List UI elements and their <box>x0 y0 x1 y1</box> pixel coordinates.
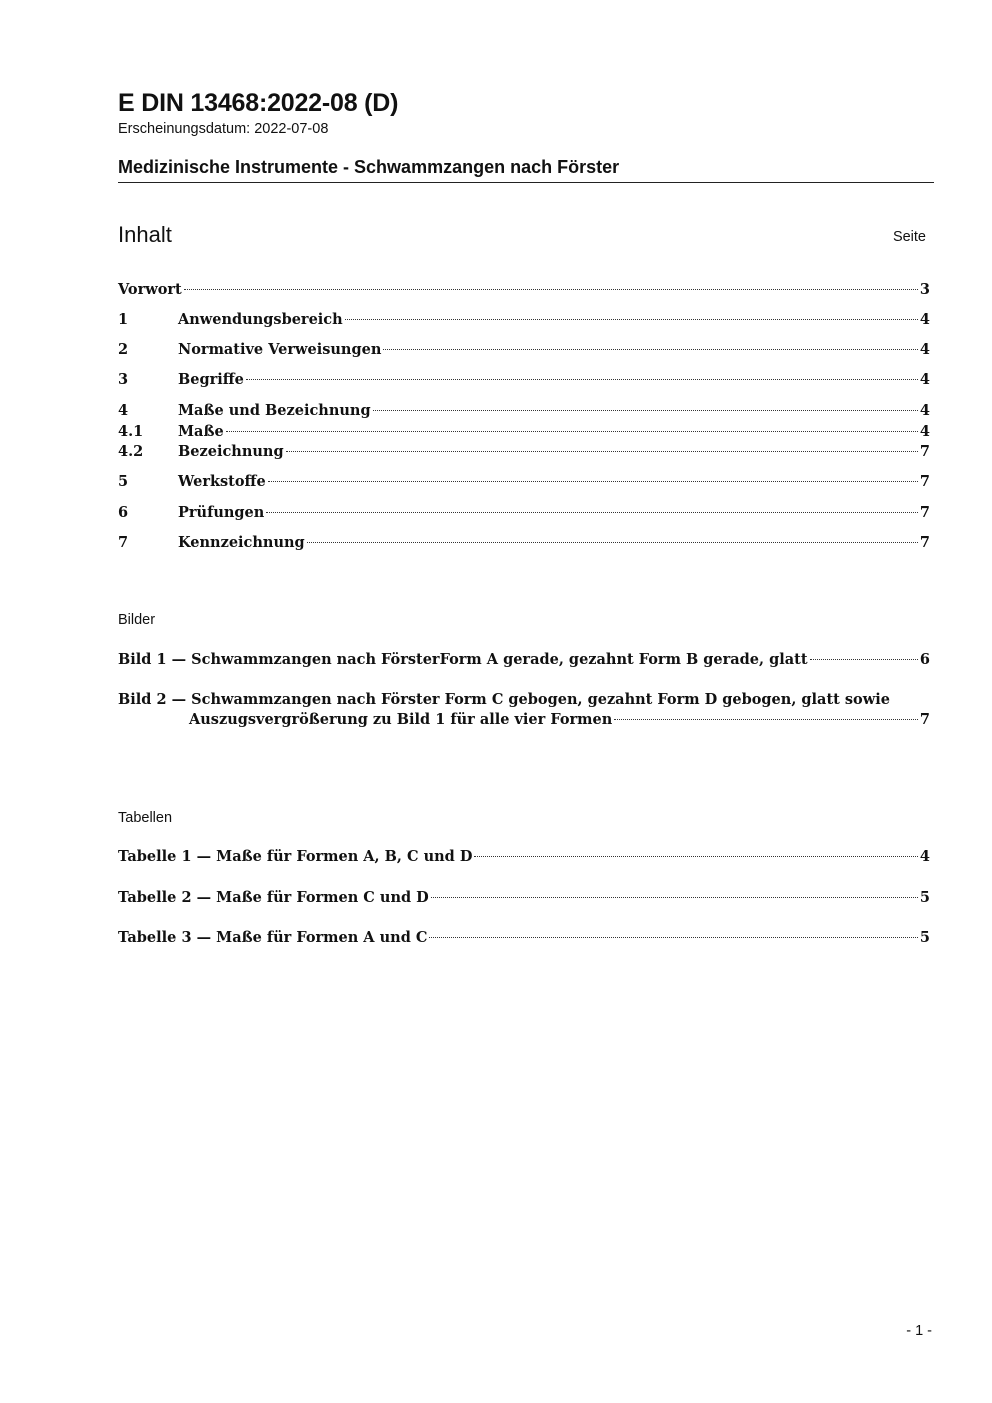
table-entry-tabelle-3[interactable] <box>118 928 930 948</box>
dot-leader <box>307 541 918 543</box>
toc-heading: Inhalt <box>118 222 172 247</box>
table-entry-text: Tabelle 3 — Maße für Formen A und C <box>118 929 428 946</box>
dot-leader <box>268 480 918 482</box>
toc-entry-page: 7 <box>919 504 930 521</box>
dot-leader <box>474 855 917 857</box>
tables-section-label: Tabellen <box>118 810 173 826</box>
dot-leader <box>373 409 918 411</box>
toc-entry-number: 5 <box>118 473 129 490</box>
toc-entry-number: 1 <box>118 311 129 328</box>
toc-entry-page: 4 <box>919 423 930 440</box>
toc-entry-text: Maße <box>178 423 224 440</box>
toc-entry-page: 7 <box>919 443 930 460</box>
toc-entry-masse[interactable] <box>118 422 930 442</box>
dot-leader <box>614 718 918 720</box>
document-title: Medizinische Instrumente - Schwammzangen nach Förster <box>118 157 620 177</box>
toc-entry-page: 4 <box>919 371 930 388</box>
toc-entry-text: Anwendungsbereich <box>178 311 343 328</box>
toc-entry-text: Prüfungen <box>178 504 265 521</box>
dot-leader <box>810 658 918 660</box>
toc-entry-page: 4 <box>919 311 930 328</box>
table-entry-page: 4 <box>919 848 930 865</box>
toc-entry-text: Vorwort <box>118 281 182 298</box>
toc-entry-text: Maße und Bezeichnung <box>178 402 371 419</box>
toc-entry-number: 4 <box>118 402 129 419</box>
figure-entry-bild-2[interactable] <box>118 690 930 730</box>
dot-leader <box>246 378 918 380</box>
dot-leader <box>226 430 918 432</box>
figure-entry-page: 6 <box>919 651 930 668</box>
toc-entry-bezeichnung[interactable] <box>118 442 930 462</box>
toc-entry-number: 3 <box>118 371 129 388</box>
table-entry-text: Tabelle 2 — Maße für Formen C und D <box>118 889 429 906</box>
toc-entry-werkstoffe[interactable] <box>118 472 930 492</box>
table-entry-tabelle-2[interactable] <box>118 888 930 908</box>
page-column-label: Seite <box>892 229 926 245</box>
toc-entry-normative-verweisungen[interactable] <box>118 340 930 360</box>
table-entry-page: 5 <box>919 929 930 946</box>
toc-entry-page: 4 <box>919 402 930 419</box>
toc-entry-number: 7 <box>118 534 129 551</box>
dot-leader <box>286 450 918 452</box>
figure-entry-page: 7 <box>919 711 930 728</box>
toc-entry-page: 4 <box>919 341 930 358</box>
toc-entry-text: Bezeichnung <box>178 443 284 460</box>
table-entry-page: 5 <box>919 889 930 906</box>
table-entry-tabelle-1[interactable] <box>118 847 930 867</box>
page-number: - 1 - <box>906 1323 932 1339</box>
toc-entry-begriffe[interactable] <box>118 370 930 390</box>
toc-entry-text: Normative Verweisungen <box>178 341 382 358</box>
table-entry-text: Tabelle 1 — Maße für Formen A, B, C und D <box>118 848 473 865</box>
title-rule <box>118 182 934 183</box>
figure-entry-bild-1[interactable] <box>118 650 930 670</box>
figure-entry-text: Bild 1 — Schwammzangen nach FörsterForm A gerade, gezahnt Form B gerade, glatt <box>118 651 808 668</box>
dot-leader <box>345 318 918 320</box>
dot-leader <box>431 896 918 898</box>
toc-entry-text: Kennzeichnung <box>178 534 305 551</box>
figure-entry-text-line2: Auszugsvergrößerung zu Bild 1 für alle vier Formen <box>189 711 613 728</box>
dot-leader <box>266 511 918 513</box>
toc-entry-text: Werkstoffe <box>178 473 266 490</box>
toc-entry-number: 4.1 <box>118 423 144 440</box>
toc-entry-vorwort[interactable] <box>118 280 930 300</box>
publication-date: Erscheinungsdatum: 2022-07-08 <box>118 121 329 137</box>
figure-entry-text-line1: Bild 2 — Schwammzangen nach Förster Form C gebogen, gezahnt Form D gebogen, glatt sowie <box>118 691 890 708</box>
dot-leader <box>429 936 917 938</box>
toc-entry-page: 3 <box>919 281 930 298</box>
toc-entry-page: 7 <box>919 473 930 490</box>
toc-entry-anwendungsbereich[interactable] <box>118 310 930 330</box>
toc-entry-number: 6 <box>118 504 129 521</box>
figures-section-label: Bilder <box>118 612 156 628</box>
toc-entry-masse-und-bezeichnung[interactable] <box>118 401 930 421</box>
toc-entry-text: Begriffe <box>178 371 244 388</box>
toc-entry-pruefungen[interactable] <box>118 503 930 523</box>
toc-entry-page: 7 <box>919 534 930 551</box>
toc-entry-number: 4.2 <box>118 443 144 460</box>
dot-leader <box>383 348 918 350</box>
document-id: E DIN 13468:2022-08 (D) <box>118 89 399 117</box>
toc-entry-kennzeichnung[interactable] <box>118 533 930 553</box>
dot-leader <box>184 288 918 290</box>
toc-entry-number: 2 <box>118 341 129 358</box>
